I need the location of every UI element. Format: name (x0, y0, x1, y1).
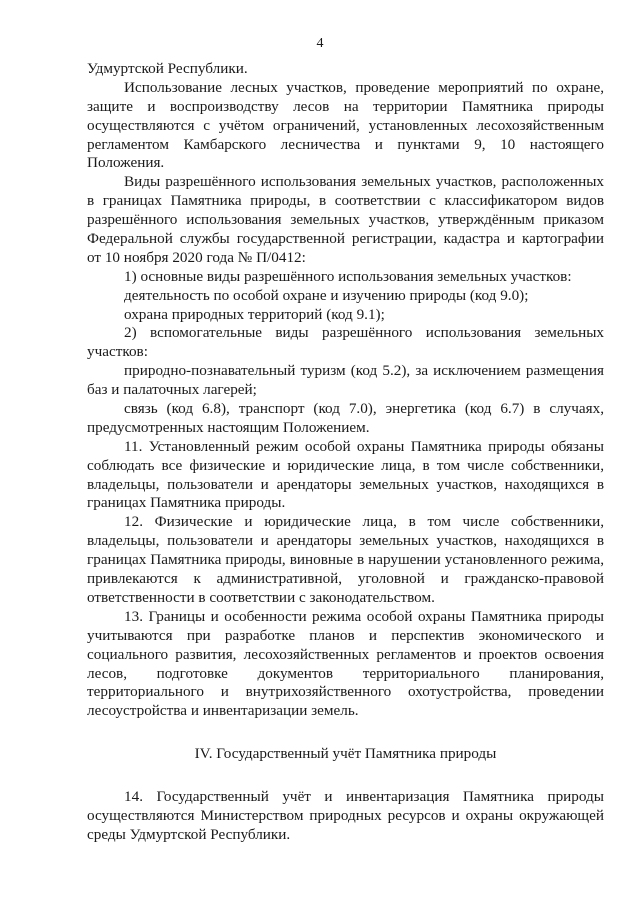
text-line: соблюдать все физические и юридические лица, в том числе собственники, (87, 456, 604, 474)
text-line: Положения. (87, 154, 165, 172)
text-line: охрана природных территорий (код 9.1); (124, 305, 385, 323)
text-line: Удмуртской Республики. (87, 60, 248, 77)
text-line: 1) основные виды разрешённого использования земельных участков: (124, 267, 572, 285)
paragraph (87, 79, 604, 173)
text-line: в границах Памятника природы, в соответствии с классификатором видов (87, 192, 604, 210)
paragraph (87, 306, 604, 325)
paragraph (87, 362, 604, 400)
text-line: Использование лесных участков, проведение мероприятий по охране, (124, 78, 604, 96)
text-line: привлекаются к административной, уголовной и гражданско-правовой (87, 570, 604, 588)
paragraph (87, 608, 604, 721)
text-line: ответственности в соответствии с законодательством. (87, 588, 435, 606)
paragraph (87, 788, 604, 845)
text-line: Виды разрешённого использования земельных участков, расположенных (124, 173, 604, 191)
text-line: владельцы, пользователи и арендаторы земельных участков, находящихся в (87, 532, 604, 550)
paragraph (87, 438, 604, 514)
text-line: лесоустройства и инвентаризации земель. (87, 702, 359, 720)
text-line: 14. Государственный учёт и инвентаризация Памятника природы (124, 788, 604, 806)
text-line: связь (код 6.8), транспорт (код 7.0), энергетика (код 6.7) в случаях, (124, 400, 604, 418)
text-line: учитываются при разработке планов и перспектив экономического и (87, 626, 604, 644)
text-line: лесов, подготовке документов территориального планирования, (87, 664, 604, 682)
text-line: природно-познавательный туризм (код 5.2), за исключением размещения (124, 362, 604, 380)
paragraph (87, 60, 604, 79)
text-line: 11. Установленный режим особой охраны Памятника природы обязаны (124, 437, 604, 455)
text-line: границах Памятника природы, виновные в нарушении установленного режима, (87, 551, 604, 569)
text-line: баз и палаточных лагерей; (87, 381, 257, 399)
paragraph (87, 324, 604, 362)
final-paragraph (87, 788, 604, 845)
text-line: владельцы, пользователи и арендаторы земельных участков, находящихся в (87, 475, 604, 493)
paragraph (87, 400, 604, 438)
text-line: защите и воспроизводству лесов на территории Памятника природы (87, 97, 604, 115)
text-line: социального развития, лесохозяйственных регламентов и проектов освоения (87, 645, 604, 663)
document-body (87, 60, 604, 845)
text-line: осуществляются Министерством природных ресурсов и охраны окружающей (87, 806, 604, 824)
text-line: регламентом Камбарского лесничества и пунктами 9, 10 настоящего (87, 135, 604, 153)
text-line: территориального и внутрихозяйственного охотустройства, проведении (87, 683, 604, 701)
section-heading: IV. Государственный учёт Памятника природы (194, 745, 497, 763)
paragraph (87, 173, 604, 267)
paragraph (87, 268, 604, 287)
text-line: Федеральной службы государственной регистрации, кадастра и картографии (87, 230, 604, 248)
paragraph (87, 513, 604, 607)
page-number: 4 (316, 36, 324, 51)
text-line: 13. Границы и особенности режима особой охраны Памятника природы (124, 607, 604, 625)
text-line: 12. Физические и юридические лица, в том числе собственники, (124, 513, 604, 531)
text-line: границах Памятника природы. (87, 494, 286, 512)
paragraph-list (87, 60, 604, 721)
paragraph (87, 287, 604, 306)
text-line: предусмотренных настоящим Положением. (87, 418, 370, 436)
text-line: 2) вспомогательные виды разрешённого использования земельных (124, 324, 604, 342)
text-line: деятельность по особой охране и изучению природы (код 9.0); (124, 286, 529, 304)
text-line: от 10 ноября 2020 года № П/0412: (87, 248, 306, 266)
text-line: среды Удмуртской Республики. (87, 825, 291, 843)
text-line: осуществляются с учётом ограничений, установленных лесохозяйственным (87, 116, 604, 134)
text-line: участков: (87, 343, 148, 361)
text-line: разрешённого использования земельных участков, утверждённым приказом (87, 211, 604, 229)
